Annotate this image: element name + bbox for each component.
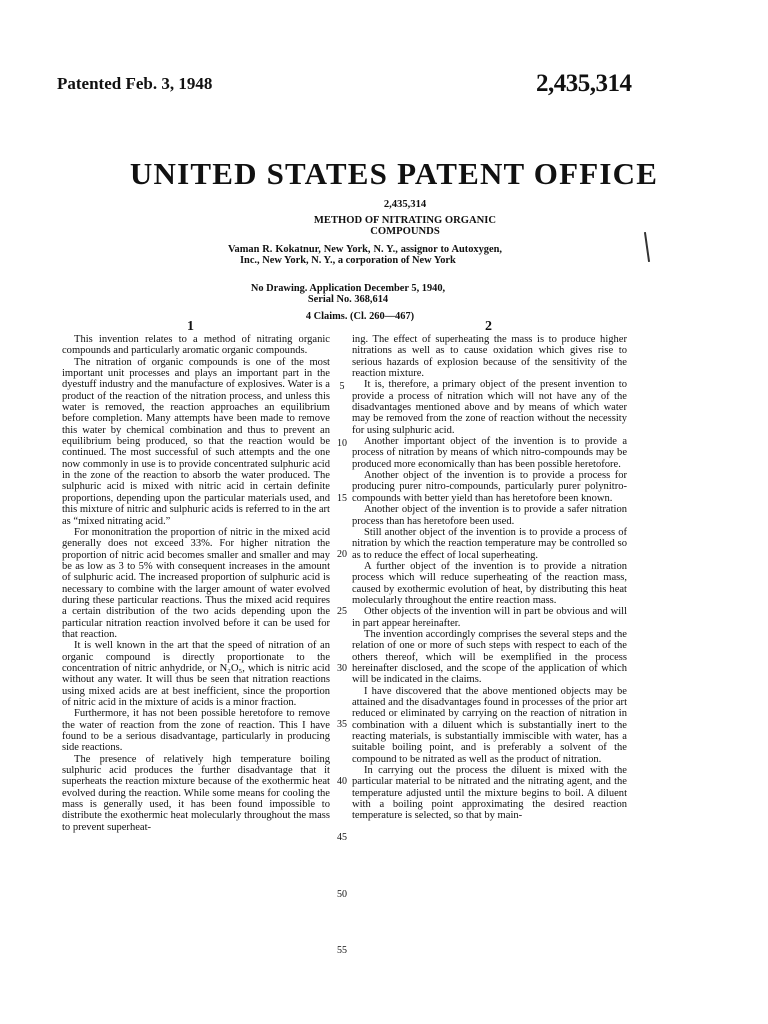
invention-title bbox=[160, 215, 650, 237]
line-number: 45 bbox=[337, 832, 347, 843]
line-number: 40 bbox=[337, 776, 347, 787]
application-line2: Serial No. 368,614 bbox=[307, 294, 389, 305]
patented-date: Patented Feb. 3, 1948 bbox=[57, 74, 213, 93]
paragraph: A further object of the invention is to provide a nitration process which will reduce superheating of the reaction mass, caused by exothermic evolution of heat, by distributing this heat molecularly throughout the entire reaction mass. bbox=[352, 560, 627, 606]
paragraph: Another object of the invention is to provide a safer nitration process than has heretofore been used. bbox=[352, 504, 627, 527]
line-number: 5 bbox=[339, 381, 345, 392]
application-info bbox=[218, 283, 478, 305]
line-number: 10 bbox=[337, 438, 347, 449]
paragraph: I have discovered that the above mentioned objects may be attained and the disadvantages found in processes of the prior art reduced or eliminated by carrying on the reaction of nitration in combination with a diluent which is substantially inert to the reacting materials, is substantially immiscible with water, has a suitable boiling point, and is preferably a solvent of the compound to be nitrated as well as the product of nitration. bbox=[352, 685, 627, 765]
paragraph: Other objects of the invention will in part be obvious and will in part appear hereinafter. bbox=[352, 606, 627, 629]
paragraph: The nitration of organic compounds is one of the most important unit processes and plays an important part in the dyestuff industry and the manufacture of explosives. Water is a product of the reaction of the nitration process, and unless this water is removed, the reaction approaches an equilibrium before completion. Many attempts have been made to remove this water by chemical combination and thus to prevent an equilibrium being produced, so that the reaction would be continued. The most successful of such attempts and the one now commonly in use is to provide concentrated sulphuric acid in the zone of the reaction to absorb the water produced. The sulphuric acid is mixed with nitric acid in certain definite proportions, depending upon the particular materials used, and this mixture of nitric and sulphuric acids is referred to in the art as “mixed nitrating acid.” bbox=[62, 356, 330, 527]
patent-number-small: 2,435,314 bbox=[383, 199, 427, 210]
invention-title-line2: COMPOUNDS bbox=[370, 226, 440, 237]
paragraph: It is well known in the art that the speed of nitration of an organic compound is directly proportionate to the concentration of nitric anhydride, or N₂O₅, which is nitric acid without any water. It will thus be seen that nitration reactions using mixed acids are at best inefficient, since the proportion of nitric acid in the mixture of acids is a minor fraction. bbox=[62, 640, 330, 708]
paragraph: ing. The effect of superheating the mass is to produce higher nitrations as well as to cause oxidation which gives rise to serious hazards of explosion because of the sensitivity of the reaction mixture. bbox=[352, 334, 627, 380]
line-number: 30 bbox=[337, 663, 347, 674]
column-number-1: 1 bbox=[187, 319, 194, 334]
paragraph: In carrying out the process the diluent is mixed with the particular material to be nitrated and the nitrating agent, and the temperature adjusted until the mixture begins to boil. A diluent with a boiling point approximating the desired reaction temperature is selected, so that by main- bbox=[352, 765, 627, 822]
invention-title-line1: METHOD OF NITRATING ORGANIC bbox=[313, 215, 497, 226]
line-number: 15 bbox=[337, 493, 347, 504]
paragraph: For mononitration the proportion of nitric in the mixed acid generally does not exceed 33%. For higher nitration the proportion of nitric acid becomes smaller and smaller and may be as low as 3 to 5% with consequent increases in the amount of sulphuric acid. The increased proportion of sulphuric acid is necessary to combine with the larger amount of water evolved during these particular reactions. Thus the mixed acid requires a certain distribution of the two acids depending upon the particular nitration reaction involved before it can be used for that reaction. bbox=[62, 526, 330, 640]
line-number: 50 bbox=[337, 889, 347, 900]
column-number-2: 2 bbox=[485, 319, 492, 334]
claims-classification: 4 Claims. (Cl. 260—467) bbox=[305, 311, 415, 322]
column-2-text bbox=[352, 334, 627, 822]
column-1-text bbox=[62, 334, 330, 833]
office-title: UNITED STATES PATENT OFFICE bbox=[129, 156, 659, 191]
line-number: 20 bbox=[337, 549, 347, 560]
paragraph: It is, therefore, a primary object of the present invention to provide a process of nitration which will not have any of the disadvantages mentioned above and by means of which water may be removed from the zone of reaction without the necessity for using sulphuric acid. bbox=[352, 379, 627, 436]
paragraph: The presence of relatively high temperature boiling sulphuric acid produces the further disadvantage that it superheats the reaction mixture because of the exothermic heat evolved during the reaction. While some means for cooling the mass is generally used, it has been found impossible to distribute the exothermic heat molecularly throughout the mass to prevent superheat- bbox=[62, 753, 330, 833]
line-number: 25 bbox=[337, 606, 347, 617]
paragraph: Still another object of the invention is to provide a process of nitration by which the reaction temperature may be controlled so as to reduce the effect of local superheating. bbox=[352, 526, 627, 561]
paragraph: Another important object of the invention is to provide a process of nitration by means of which nitro-compounds may be produced more economically than has been possible heretofore. bbox=[352, 436, 627, 470]
line-number: 35 bbox=[337, 719, 347, 730]
application-line1: No Drawing. Application December 5, 1940, bbox=[250, 283, 446, 294]
line-number: 55 bbox=[337, 945, 347, 956]
patent-number: 2,435,314 bbox=[536, 70, 632, 97]
inventor-assignee: Vaman R. Kokatnur, New York, N. Y., assignor to Autoxygen, Inc., New York, N. Y., a corporation of New York bbox=[228, 244, 502, 267]
paragraph: Another object of the invention is to provide a process for producing purer nitro-compounds, particularly purer polynitro-compounds with better yield than has heretofore been known. bbox=[352, 470, 627, 504]
paragraph: The invention accordingly comprises the several steps and the relation of one or more of such steps with respect to each of the others thereof, which will be exemplified in the process hereinafter disclosed, and the scope of the application of which will be indicated in the claims. bbox=[352, 628, 627, 686]
paragraph: This invention relates to a method of nitrating organic compounds and particularly aromatic organic compounds. bbox=[62, 334, 330, 357]
paragraph: Furthermore, it has not been possible heretofore to remove the water of reaction from the zone of reaction. This I have found to be a serious disadvantage, particularly in producing side reactions. bbox=[62, 708, 330, 754]
